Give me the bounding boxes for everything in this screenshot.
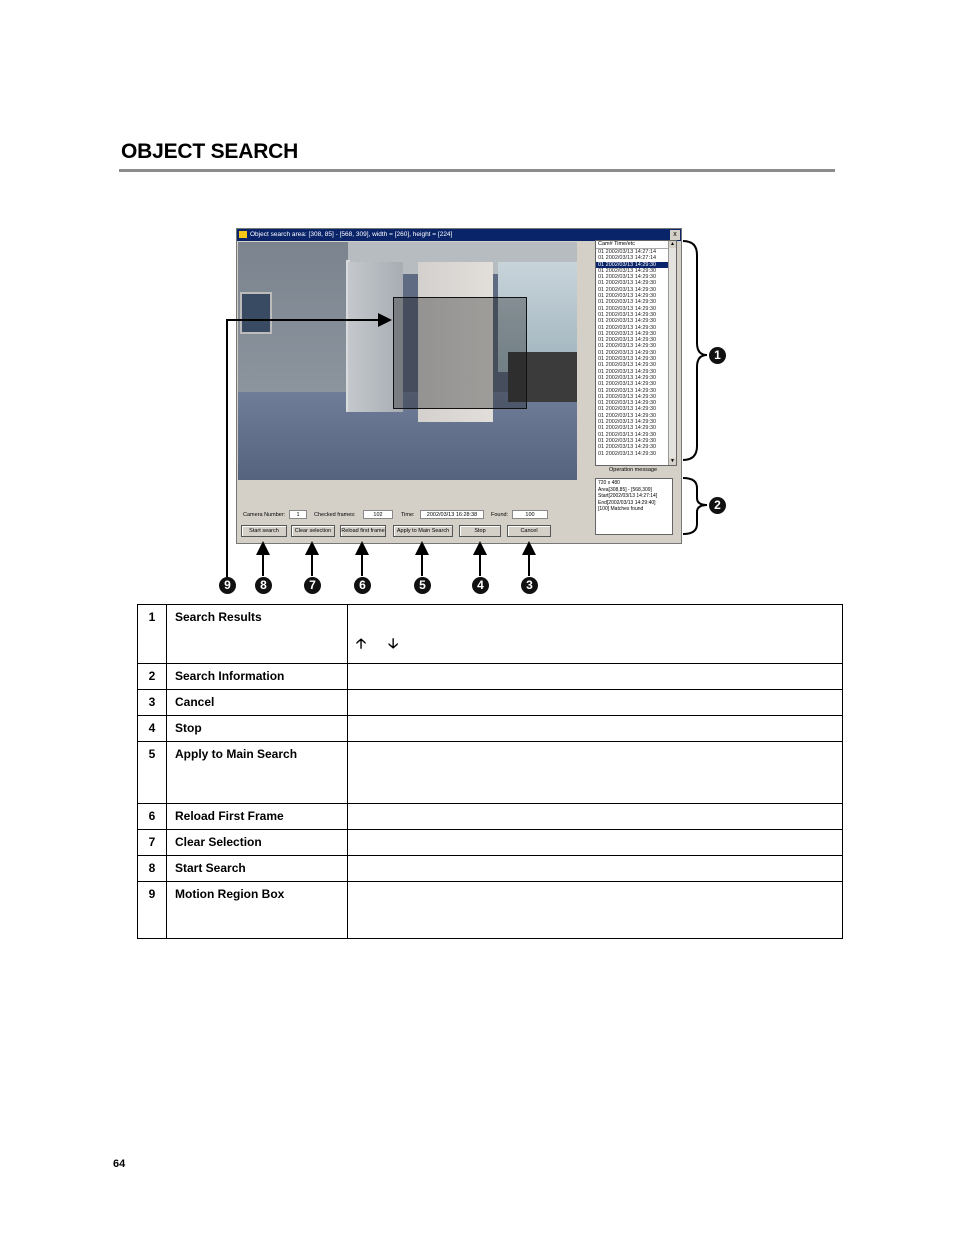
list-item[interactable]: 01 2002/03/13 14:29:30 <box>598 400 657 407</box>
down-arrow-icon: 🡣 <box>388 635 399 651</box>
time-field: 2002/03/13 16:28:38 <box>420 510 484 519</box>
row-number: 8 <box>138 856 167 882</box>
operation-line: Area[308,85] - [568,309] <box>598 486 652 493</box>
list-item[interactable]: 01 2002/03/13 14:29:30 <box>598 412 657 419</box>
callout-1: 1 <box>709 347 726 364</box>
list-item[interactable]: 01 2002/03/13 14:29:30 <box>598 280 657 287</box>
page-title: OBJECT SEARCH <box>121 140 299 163</box>
list-item[interactable]: 01 2002/03/13 14:29:30 <box>596 262 676 268</box>
row-description <box>348 804 843 830</box>
list-item[interactable]: 01 2002/03/13 14:29:30 <box>598 444 657 451</box>
brace-1 <box>683 241 707 460</box>
row-description <box>348 830 843 856</box>
camera-number-field: 1 <box>289 510 307 519</box>
list-item[interactable]: 01 2002/03/13 14:29:30 <box>598 450 657 457</box>
operation-line: End[2002/03/13 14:29:40] <box>598 499 656 506</box>
list-item[interactable]: 01 2002/03/13 14:29:30 <box>598 419 657 426</box>
list-item[interactable]: 01 2002/03/13 14:29:30 <box>598 299 657 306</box>
list-item[interactable]: 01 2002/03/13 14:29:30 <box>598 362 657 369</box>
row-description <box>348 856 843 882</box>
row-name: Motion Region Box <box>167 882 348 939</box>
row-name: Start Search <box>167 856 348 882</box>
cancel-button[interactable]: Cancel <box>507 525 551 537</box>
row-name: Reload First Frame <box>167 804 348 830</box>
list-item[interactable]: 01 2002/03/13 14:27:14 <box>598 255 657 262</box>
scroll-up-icon[interactable]: ▲ <box>670 241 675 247</box>
table-row <box>138 830 843 856</box>
list-item[interactable]: 01 2002/03/13 14:29:30 <box>598 330 657 337</box>
operation-line: 720 x 480 <box>598 480 620 486</box>
pointer-9 <box>227 320 385 578</box>
list-item[interactable]: 01 2002/03/13 14:29:30 <box>598 311 657 318</box>
list-item[interactable]: 01 2002/03/13 14:29:30 <box>598 267 657 274</box>
callout-9: 9 <box>219 577 236 594</box>
row-description <box>348 742 843 804</box>
close-icon[interactable]: x <box>670 230 680 240</box>
row-name: Clear Selection <box>167 830 348 856</box>
list-item[interactable]: 01 2002/03/13 14:29:30 <box>598 293 657 300</box>
list-item[interactable]: 01 2002/03/13 14:29:30 <box>598 349 657 356</box>
row-description <box>348 664 843 690</box>
list-item[interactable]: 01 2002/03/13 14:29:30 <box>598 324 657 331</box>
row-number: 3 <box>138 690 167 716</box>
table-row <box>138 742 843 804</box>
table-row <box>138 856 843 882</box>
time-label: Time: <box>401 512 415 518</box>
list-item[interactable]: 01 2002/03/13 14:29:30 <box>598 318 657 325</box>
operation-label: Operation message <box>609 467 657 473</box>
list-item[interactable]: 01 2002/03/13 14:29:30 <box>598 343 657 350</box>
clear-selection-button[interactable]: Clear selection <box>291 525 335 537</box>
callout-4: 4 <box>472 577 489 594</box>
table-row <box>138 605 843 664</box>
start-search-button[interactable]: Start search <box>241 525 287 537</box>
row-description <box>348 690 843 716</box>
row-name: Search Information <box>167 664 348 690</box>
checked-label: Checked frames: <box>314 512 356 518</box>
window-title: Object search area: [308, 85] - [568, 309], width = [260], height = [224] <box>250 231 453 238</box>
stop-button[interactable]: Stop <box>459 525 501 537</box>
row-number: 2 <box>138 664 167 690</box>
list-item[interactable]: 01 2002/03/13 14:29:30 <box>598 368 657 375</box>
row-number: 4 <box>138 716 167 742</box>
row-description <box>348 716 843 742</box>
found-field: 100 <box>512 510 548 519</box>
list-item[interactable]: 01 2002/03/13 14:27:14 <box>598 249 657 255</box>
operation-line: [100] Matches found <box>598 506 644 512</box>
row-number: 6 <box>138 804 167 830</box>
list-item[interactable]: 01 2002/03/13 14:29:30 <box>598 431 657 438</box>
list-item[interactable]: 01 2002/03/13 14:29:30 <box>598 393 657 400</box>
row-number: 9 <box>138 882 167 939</box>
list-item[interactable]: 01 2002/03/13 14:29:30 <box>598 381 657 388</box>
table-row <box>138 804 843 830</box>
list-item[interactable]: 01 2002/03/13 14:29:30 <box>598 425 657 432</box>
callout-7: 7 <box>304 577 321 594</box>
checked-frames-field: 102 <box>363 510 393 519</box>
list-item[interactable]: 01 2002/03/13 14:29:30 <box>598 374 657 381</box>
callout-3: 3 <box>521 577 538 594</box>
camera-label: Camera Number: <box>243 512 286 518</box>
row-number: 5 <box>138 742 167 804</box>
operation-line: Start[2002/03/13 14:27:14] <box>598 493 658 499</box>
brace-2 <box>683 478 707 534</box>
list-item[interactable]: 01 2002/03/13 14:29:30 <box>598 437 657 444</box>
found-label: Found: <box>491 512 509 518</box>
list-item[interactable]: 01 2002/03/13 14:29:30 <box>598 387 657 394</box>
reload-first-frame-button[interactable]: Reload first frame <box>340 525 386 537</box>
row-name: Stop <box>167 716 348 742</box>
row-number: 1 <box>138 605 167 664</box>
row-name: Apply to Main Search <box>167 742 348 804</box>
list-item[interactable]: 01 2002/03/13 14:29:30 <box>598 274 657 281</box>
list-item[interactable]: 01 2002/03/13 14:29:30 <box>598 406 657 413</box>
row-name: Search Results <box>167 605 348 664</box>
scroll-down-icon[interactable]: ▼ <box>670 458 675 464</box>
table-row <box>138 716 843 742</box>
row-description <box>348 605 843 664</box>
list-header: Cam# Time/etc <box>596 241 676 249</box>
table-row <box>138 664 843 690</box>
callout-8: 8 <box>255 577 272 594</box>
callout-5: 5 <box>414 577 431 594</box>
apply-main-search-button[interactable]: Apply to Main Search <box>393 525 453 537</box>
legend-table <box>137 604 843 939</box>
callout-6: 6 <box>354 577 371 594</box>
up-arrow-icon: 🡡 <box>356 635 367 651</box>
callout-2: 2 <box>709 497 726 514</box>
row-name: Cancel <box>167 690 348 716</box>
list-item[interactable]: 01 2002/03/13 14:29:30 <box>598 305 657 312</box>
page-number: 64 <box>113 1158 126 1170</box>
row-description <box>348 882 843 939</box>
list-item[interactable]: 01 2002/03/13 14:29:30 <box>598 337 657 344</box>
table-row <box>138 882 843 939</box>
table-row <box>138 690 843 716</box>
list-item[interactable]: 01 2002/03/13 14:29:30 <box>598 356 657 363</box>
list-item[interactable]: 01 2002/03/13 14:29:30 <box>598 286 657 293</box>
row-number: 7 <box>138 830 167 856</box>
